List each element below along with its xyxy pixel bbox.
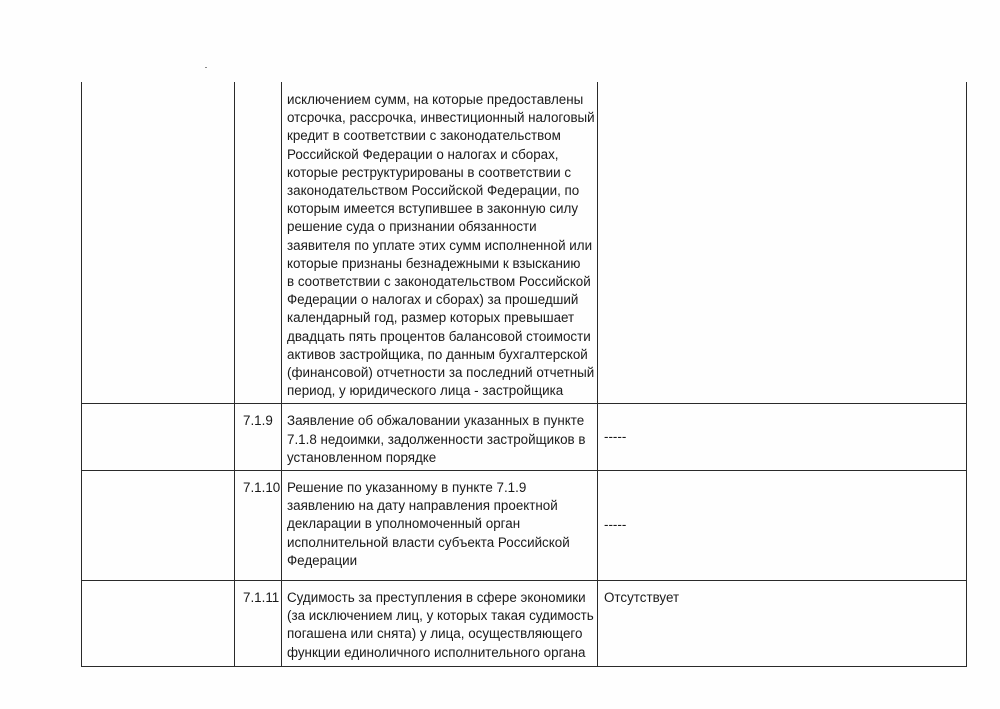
description-line: которые признаны безнадежными к взысканию <box>287 255 581 271</box>
item-value <box>598 82 967 404</box>
description-line: исполнительной власти субъекта Российской <box>287 534 570 550</box>
description-line: решение суда о признании обязанности <box>287 219 537 235</box>
description-line: Федерации о налогах и сборах) за прошедший <box>287 292 579 308</box>
blank-cell <box>82 82 235 404</box>
item-number <box>235 82 282 404</box>
item-description <box>282 82 598 404</box>
description-line: декларации в уполномоченный орган <box>287 516 521 532</box>
description-line: в соответствии с законодательством Российской <box>287 274 591 290</box>
description-line: которым имеется вступившее в законную силу <box>287 201 579 217</box>
description-line: Судимость за преступления в сфере экономики <box>287 590 586 606</box>
description-line: 7.1.8 недоимки, задолженности застройщиков в <box>287 431 586 447</box>
description-line: законодательством Российской Федерации, по <box>287 183 580 199</box>
scan-speck <box>205 67 207 68</box>
table-row <box>82 404 967 471</box>
description-line: Российской Федерации о налогах и сборах, <box>287 146 559 162</box>
item-value: Отсутствует <box>598 581 967 667</box>
table-row <box>82 581 967 667</box>
description-line: Заявление об обжаловании указанных в пункте <box>287 413 585 429</box>
description-line: функции единоличного исполнительного органа <box>287 644 586 660</box>
description-line: заявителя по уплате этих сумм исполненной или <box>287 237 593 253</box>
item-description <box>282 471 598 581</box>
blank-cell <box>82 471 235 581</box>
description-line: кредит в соответствии с законодательством <box>287 128 561 144</box>
description-line: период, у юридического лица - застройщика <box>287 383 564 399</box>
item-description <box>282 404 598 471</box>
description-line: заявлению на дату направления проектной <box>287 498 558 514</box>
item-value: ----- <box>598 471 967 581</box>
disclosure-table <box>81 82 967 667</box>
description-line: (финансовой) отчетности за последний отчетный <box>287 365 595 381</box>
item-number: 7.1.10 <box>235 471 282 581</box>
description-line: погашена или снята) у лица, осуществляющего <box>287 626 583 642</box>
blank-cell <box>82 581 235 667</box>
item-value: ----- <box>598 404 967 471</box>
blank-cell <box>82 404 235 471</box>
item-number: 7.1.11 <box>235 581 282 667</box>
description-line: установленном порядке <box>287 449 437 465</box>
description-line: (за исключением лиц, у которых такая судимость <box>287 608 594 624</box>
description-line: календарный год, размер которых превышает <box>287 310 575 326</box>
description-line: активов застройщика, по данным бухгалтерской <box>287 346 588 362</box>
description-line: Решение по указанному в пункте 7.1.9 <box>287 480 527 496</box>
item-number: 7.1.9 <box>235 404 282 471</box>
description-line: двадцать пять процентов балансовой стоимости <box>287 328 591 344</box>
description-line: отсрочка, рассрочка, инвестиционный налоговый <box>287 110 595 126</box>
table-row <box>82 471 967 581</box>
description-line: которые реструктурированы в соответствии с <box>287 164 572 180</box>
item-description <box>282 581 598 667</box>
description-line: исключением сумм, на которые предоставлены <box>287 92 584 107</box>
description-line: Федерации <box>287 552 358 568</box>
table-row <box>82 82 967 404</box>
